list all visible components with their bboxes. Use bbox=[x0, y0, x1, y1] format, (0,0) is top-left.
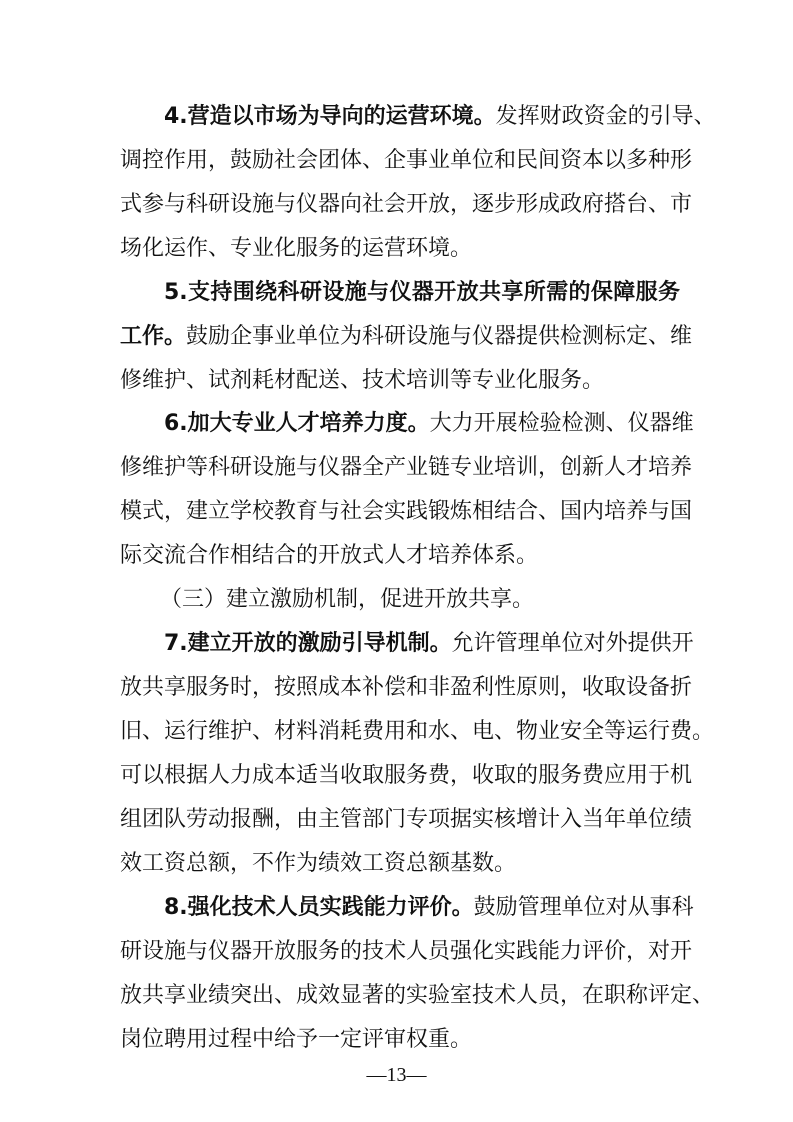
paragraph-5-line-1 bbox=[120, 323, 693, 351]
paragraph-6-line-1 bbox=[164, 410, 694, 438]
paragraph-7-line-3: 旧、运行维护、材料消耗费用和水、电、物业安全等运行费。 bbox=[120, 719, 715, 744]
page-number: —13— bbox=[366, 1064, 427, 1086]
paragraph-7-heading: 7.建立开放的激励引导机制。 bbox=[164, 631, 452, 656]
paragraph-4-line-1 bbox=[164, 103, 716, 131]
paragraph-7-line-1 bbox=[164, 630, 694, 658]
paragraph-5-heading-line-1: 5.支持围绕科研设施与仪器开放共享所需的保障服务 bbox=[164, 280, 680, 305]
paragraph-8-heading: 8.强化技术人员实践能力评价。 bbox=[164, 895, 474, 920]
paragraph-4-heading: 4.营造以市场为导向的运营环境。 bbox=[164, 104, 496, 129]
paragraph-8-text: 鼓励管理单位对从事科 bbox=[473, 895, 694, 920]
paragraph-8-line-3: 放共享业绩突出、成效显著的实验室技术人员，在职称评定、 bbox=[120, 983, 715, 1008]
paragraph-8-line-2: 研设施与仪器开放服务的技术人员强化实践能力评价，对开 bbox=[120, 939, 693, 964]
paragraph-4-line-4: 场化运作、专业化服务的运营环境。 bbox=[120, 236, 473, 261]
paragraph-8-line-1 bbox=[164, 894, 694, 922]
paragraph-7-line-2: 放共享服务时，按照成本补偿和非盈利性原则，收取设备折 bbox=[120, 675, 693, 700]
paragraph-6-line-3: 模式，建立学校教育与社会实践锻炼相结合、国内培养与国 bbox=[120, 499, 693, 524]
paragraph-4-text: 发挥财政资金的引导、 bbox=[495, 104, 716, 129]
paragraph-5-line-2: 修维护、试剂耗材配送、技术培训等专业化服务。 bbox=[120, 368, 605, 393]
paragraph-5-heading-line-2: 工作。 bbox=[120, 324, 187, 349]
section-heading: （三）建立激励机制，促进开放共享。 bbox=[160, 587, 535, 612]
paragraph-6-heading: 6.加大专业人才培养力度。 bbox=[164, 411, 430, 436]
paragraph-4-line-3: 式参与科研设施与仪器向社会开放，逐步形成政府搭台、市 bbox=[120, 192, 693, 217]
paragraph-4-line-2: 调控作用，鼓励社会团体、企事业单位和民间资本以多种形 bbox=[120, 148, 693, 173]
paragraph-6-line-4: 际交流合作相结合的开放式人才培养体系。 bbox=[120, 543, 539, 568]
paragraph-7-line-4: 可以根据人力成本适当收取服务费，收取的服务费应用于机 bbox=[120, 763, 693, 788]
paragraph-7-line-6: 效工资总额，不作为绩效工资总额基数。 bbox=[120, 851, 517, 876]
paragraph-6-text: 大力开展检验检测、仪器维 bbox=[429, 411, 694, 436]
paragraph-8-line-4: 岗位聘用过程中给予一定评审权重。 bbox=[120, 1027, 473, 1052]
paragraph-6-line-2: 修维护等科研设施与仪器全产业链专业培训，创新人才培养 bbox=[120, 455, 693, 480]
paragraph-7-text: 允许管理单位对外提供开 bbox=[451, 631, 694, 656]
paragraph-5-text: 鼓励企事业单位为科研设施与仪器提供检测标定、维 bbox=[186, 324, 693, 349]
paragraph-7-line-5: 组团队劳动报酬，由主管部门专项据实核增计入当年单位绩 bbox=[120, 807, 693, 832]
